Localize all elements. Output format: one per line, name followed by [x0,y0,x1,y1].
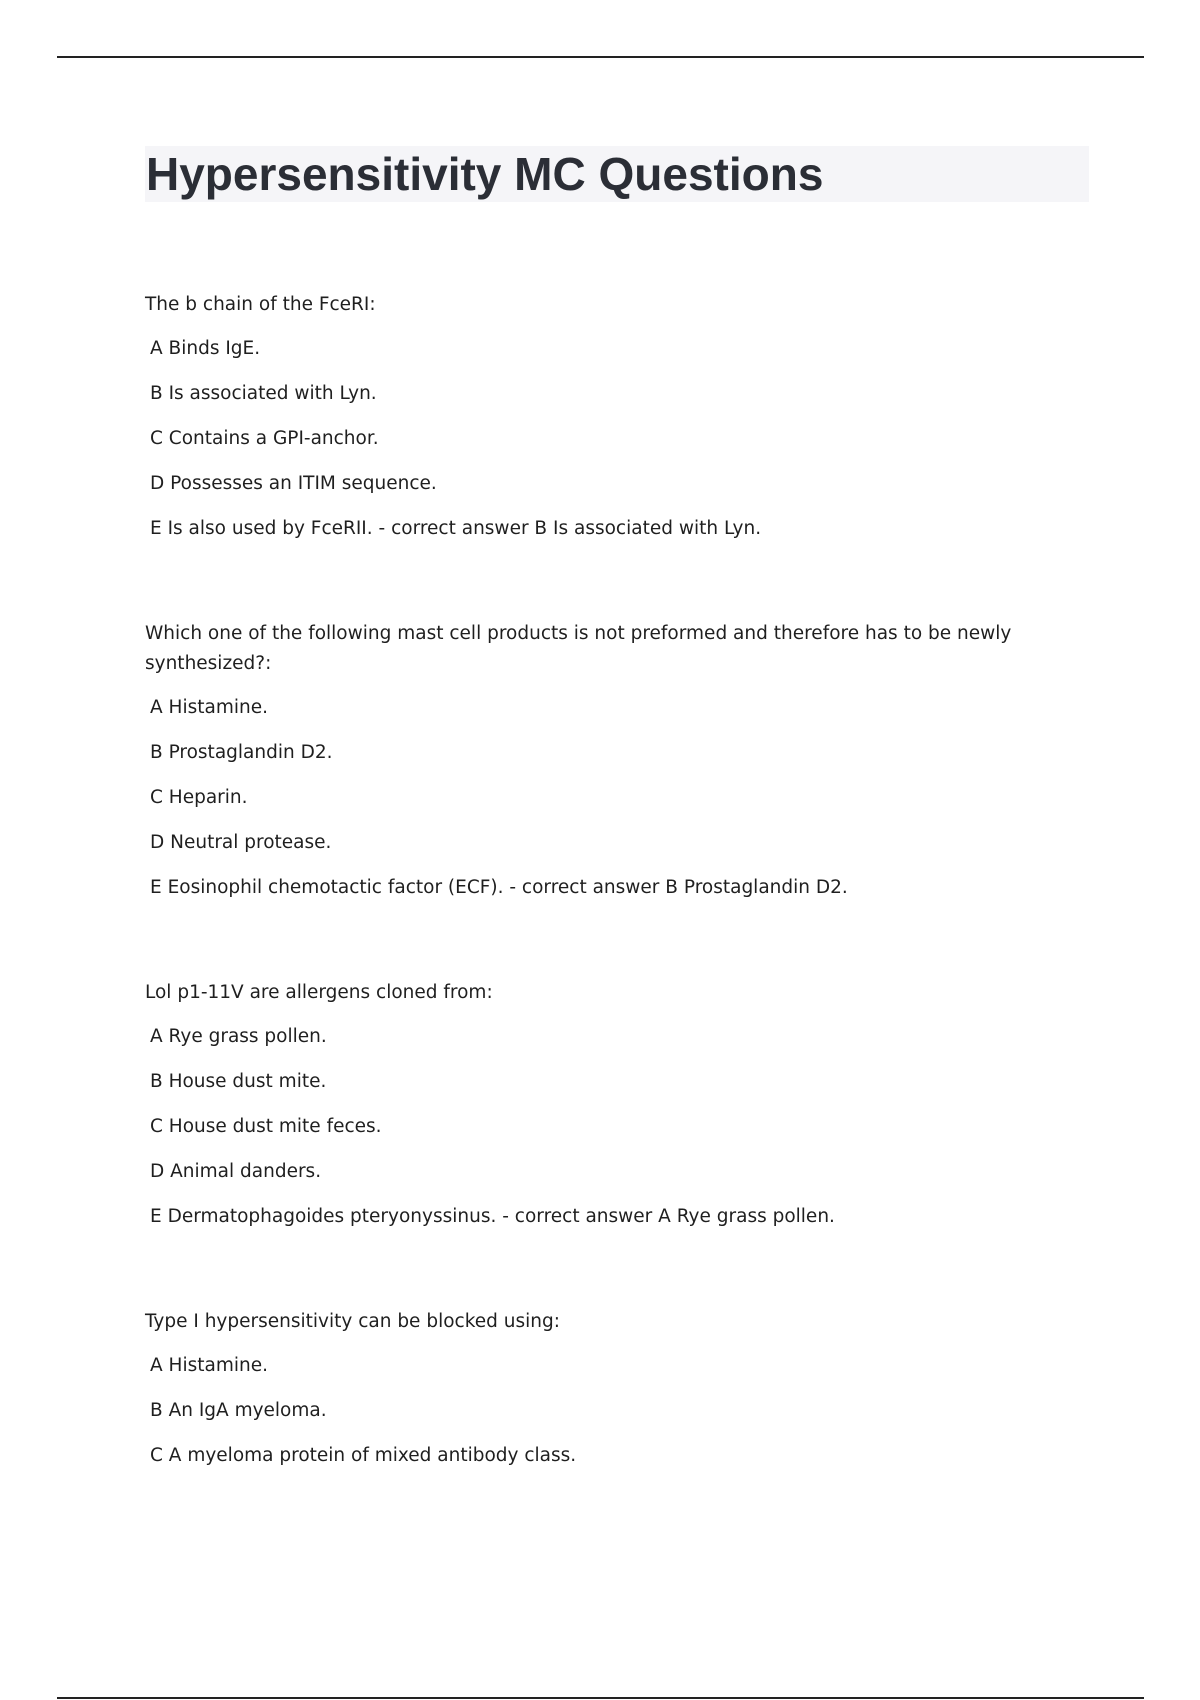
question-block [145,978,1085,1233]
question-text: Type I hypersensitivity can be blocked using: [145,1311,560,1332]
questions-list [145,290,1085,1546]
answer-option: C A myeloma protein of mixed antibody class. [150,1445,577,1466]
question-text: The b chain of the FceRI: [145,294,376,315]
answer-option: D Animal danders. [150,1161,322,1182]
answer-option: A Rye grass pollen. [150,1026,327,1047]
answer-option: B An IgA myeloma. [150,1400,327,1421]
answer-option: A Histamine. [150,697,268,718]
page-top-rule [57,56,1144,58]
answer-option-with-correct-answer: E Is also used by FceRII. - correct answer B Is associated with Lyn. [150,518,762,539]
answer-option-with-correct-answer: E Dermatophagoides pteryonyssinus. - correct answer A Rye grass pollen. [150,1206,835,1227]
page-bottom-rule [57,1697,1144,1699]
answer-option: B House dust mite. [150,1071,327,1092]
document-title: Hypersensitivity MC Questions [146,148,824,200]
answer-option: D Possesses an ITIM sequence. [150,473,437,494]
answer-option: D Neutral protease. [150,832,332,853]
answer-option: B Is associated with Lyn. [150,383,377,404]
answer-option: A Binds IgE. [150,338,261,359]
question-text: Which one of the following mast cell products is not preformed and therefore has to be newly synthesized?: [145,623,1012,674]
answer-option: C House dust mite feces. [150,1116,382,1137]
answer-option: C Contains a GPI-anchor. [150,428,379,449]
answer-option: B Prostaglandin D2. [150,742,333,763]
answer-option-with-correct-answer: E Eosinophil chemotactic factor (ECF). - correct answer B Prostaglandin D2. [150,877,848,898]
question-text: Lol p1-11V are allergens cloned from: [145,982,493,1003]
question-block [145,619,1085,904]
question-block [145,290,1085,545]
question-block [145,1307,1085,1472]
answer-option: C Heparin. [150,787,248,808]
answer-option: A Histamine. [150,1355,268,1376]
